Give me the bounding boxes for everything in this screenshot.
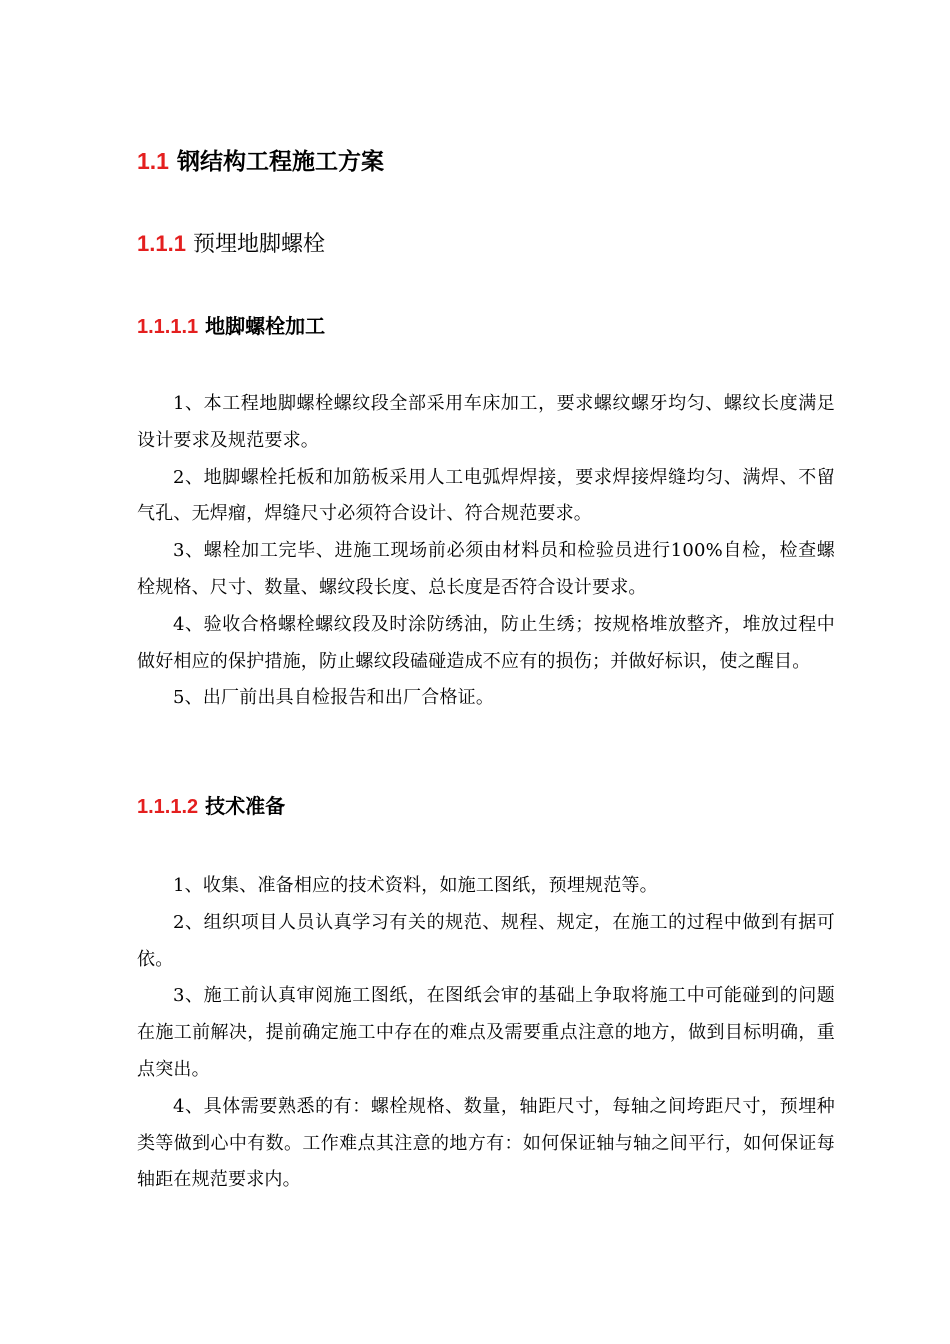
paragraph: 3、施工前认真审阅施工图纸，在图纸会审的基础上争取将施工中可能碰到的问题在施工前解决，提前确定施工中存在的难点及需要重点注意的地方，做到目标明确，重点突出。 (137, 985, 835, 1080)
paragraph: 4、具体需要熟悉的有：螺栓规格、数量，轴距尺寸，每轴之间垮距尺寸，预埋种类等做到心中有数。工作难点其注意的地方有：如何保证轴与轴之间平行，如何保证每轴距在规范要求内。 (137, 1095, 835, 1191)
paragraph: 5、出厂前出具自检报告和出厂合格证。 (173, 687, 495, 709)
heading-title: 钢结构工程施工方案 (177, 149, 384, 175)
paragraph: 1、收集、准备相应的技术资料，如施工图纸，预埋规范等。 (173, 875, 658, 896)
heading-number: 1.1.1.2 (137, 796, 199, 818)
heading-number: 1.1 (137, 148, 169, 174)
heading-title: 预埋地脚螺栓 (192, 232, 325, 257)
heading-number: 1.1.1 (137, 231, 186, 256)
section-technical-preparation (137, 868, 835, 1199)
section-bolt-processing (137, 386, 835, 717)
heading-title: 技术准备 (205, 794, 286, 818)
paragraph: 2、组织项目人员认真学习有关的规范、规程、规定，在施工的过程中做到有据可依。 (137, 911, 835, 970)
paragraph: 4、验收合格螺栓螺纹段及时涂防绣油，防止生绣；按规格堆放整齐，堆放过程中做好相应的保护措施，防止螺纹段磕碰造成不应有的损伤；并做好标识，使之醒目。 (137, 613, 835, 672)
heading-level-3-technical-preparation (137, 790, 285, 819)
heading-level-3-bolt-processing (137, 310, 325, 339)
paragraph: 1、本工程地脚螺栓螺纹段全部采用车床加工，要求螺纹螺牙均匀、螺纹长度满足设计要求及规范要求。 (137, 393, 835, 451)
heading-level-1 (137, 143, 384, 176)
paragraph: 3、螺栓加工完毕、进施工现场前必须由材料员和检验员进行100%自检，检查螺栓规格、尺寸、数量、螺纹段长度、总长度是否符合设计要求。 (137, 540, 835, 598)
heading-title: 地脚螺栓加工 (205, 314, 326, 338)
heading-number: 1.1.1.1 (137, 316, 199, 338)
heading-level-2 (137, 227, 325, 258)
paragraph: 2、地脚螺栓托板和加筋板采用人工电弧焊焊接，要求焊接焊缝均匀、满焊、不留气孔、无焊瘤，焊缝尺寸必须符合设计、符合规范要求。 (137, 466, 835, 525)
